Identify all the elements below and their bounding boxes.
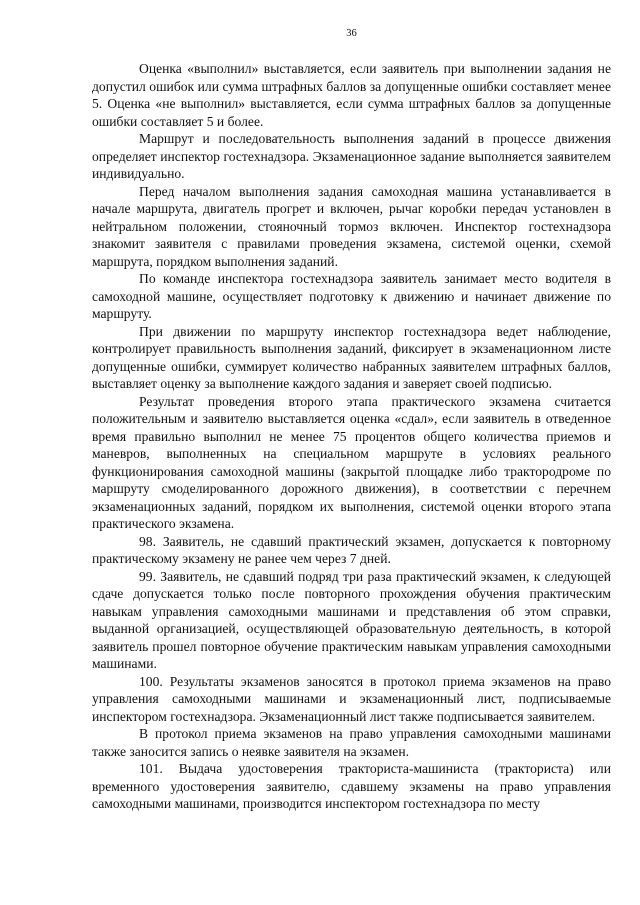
paragraph-grade-criteria: Оценка «выполнил» выставляется, если заявитель при выполнении задания не допустил ошибок или сумма штрафных баллов за допущенные ошибки составляет менее 5. Оценка «не выполнил» выставляется, если сумма штрафных баллов за допущенные ошибки составляет 5 и более. — [92, 61, 611, 129]
paragraph-98: 98. Заявитель, не сдавший практический экзамен, допускается к повторному практическому экзамену не ранее чем через 7 дней. — [92, 533, 611, 566]
page-number: 36 — [346, 28, 357, 39]
paragraph-second-stage-result: Результат проведения второго этапа практического экзамена считается положительным и заявителю выставляется оценка «сдал», если заявитель в отведенное время правильно выполнил не менее 75 процентов общего количества приемов и маневров, выполненных на специальном маршруте в условиях реального функционирования самоходной машины (закрытой площадке либо трактородроме по маршруту смоделированного дорожного движения), в соответствии с перечнем экзаменационных заданий, порядком их выполнения, системой оценки второго этапа практического экзамена. — [92, 393, 611, 531]
paragraph-start-driving: По команде инспектора гостехнадзора заявитель занимает место водителя в самоходной машине, осуществляет подготовку к движению и начинает движение по маршруту. — [92, 271, 611, 321]
paragraph-absence-record: В протокол приема экзаменов на право управления самоходными машинами также заносится запись о неявке заявителя на экзамен. — [92, 726, 611, 759]
paragraph-preparation: Перед началом выполнения задания самоходная машина устанавливается в начале маршрута, двигатель прогрет и включен, рычаг коробки передач установлен в нейтральном положении, стояночный тормоз включен. Инспектор гостехнадзора знакомит заявителя с правилами проведения экзамена, системой оценки, схемой маршрута, порядком выполнения заданий. — [92, 183, 611, 269]
paragraph-100: 100. Результаты экзаменов заносятся в протокол приема экзаменов на право управления самоходными машинами и экзаменационный лист, подписываемые инспектором гостехнадзора. Экзаменационный лист также подписывается заявителем. — [92, 673, 611, 724]
paragraph-inspector-observation: При движении по маршруту инспектор гостехнадзора ведет наблюдение, контролирует правильность выполнения заданий, фиксирует в экзаменационном листе допущенные ошибки, суммирует количество набранных заявителем штрафных баллов, выставляет оценку за выполнение каждого задания и заверяет своей подписью. — [92, 323, 611, 391]
document-page — [92, 27, 611, 813]
paragraph-101: 101. Выдача удостоверения тракториста-машиниста (тракториста) или временного удостоверения заявителю, сдавшему экзамены на право управления самоходными машинами, производится инспектором гостехнадзора по месту — [92, 761, 611, 811]
paragraph-route-order: Маршрут и последовательность выполнения заданий в процессе движения определяет инспектор гостехнадзора. Экзаменационное задание выполняется заявителем индивидуально. — [92, 131, 611, 181]
paragraph-99: 99. Заявитель, не сдавший подряд три раза практический экзамен, к следующей сдаче допускается только после повторного прохождения обучения практическим навыкам управления самоходными машинами и представления об этом справки, выданной организацией, осуществляющей образовательную деятельность, в которой заявитель прошел повторное обучение практическим навыкам управления самоходными машинами. — [92, 568, 611, 671]
